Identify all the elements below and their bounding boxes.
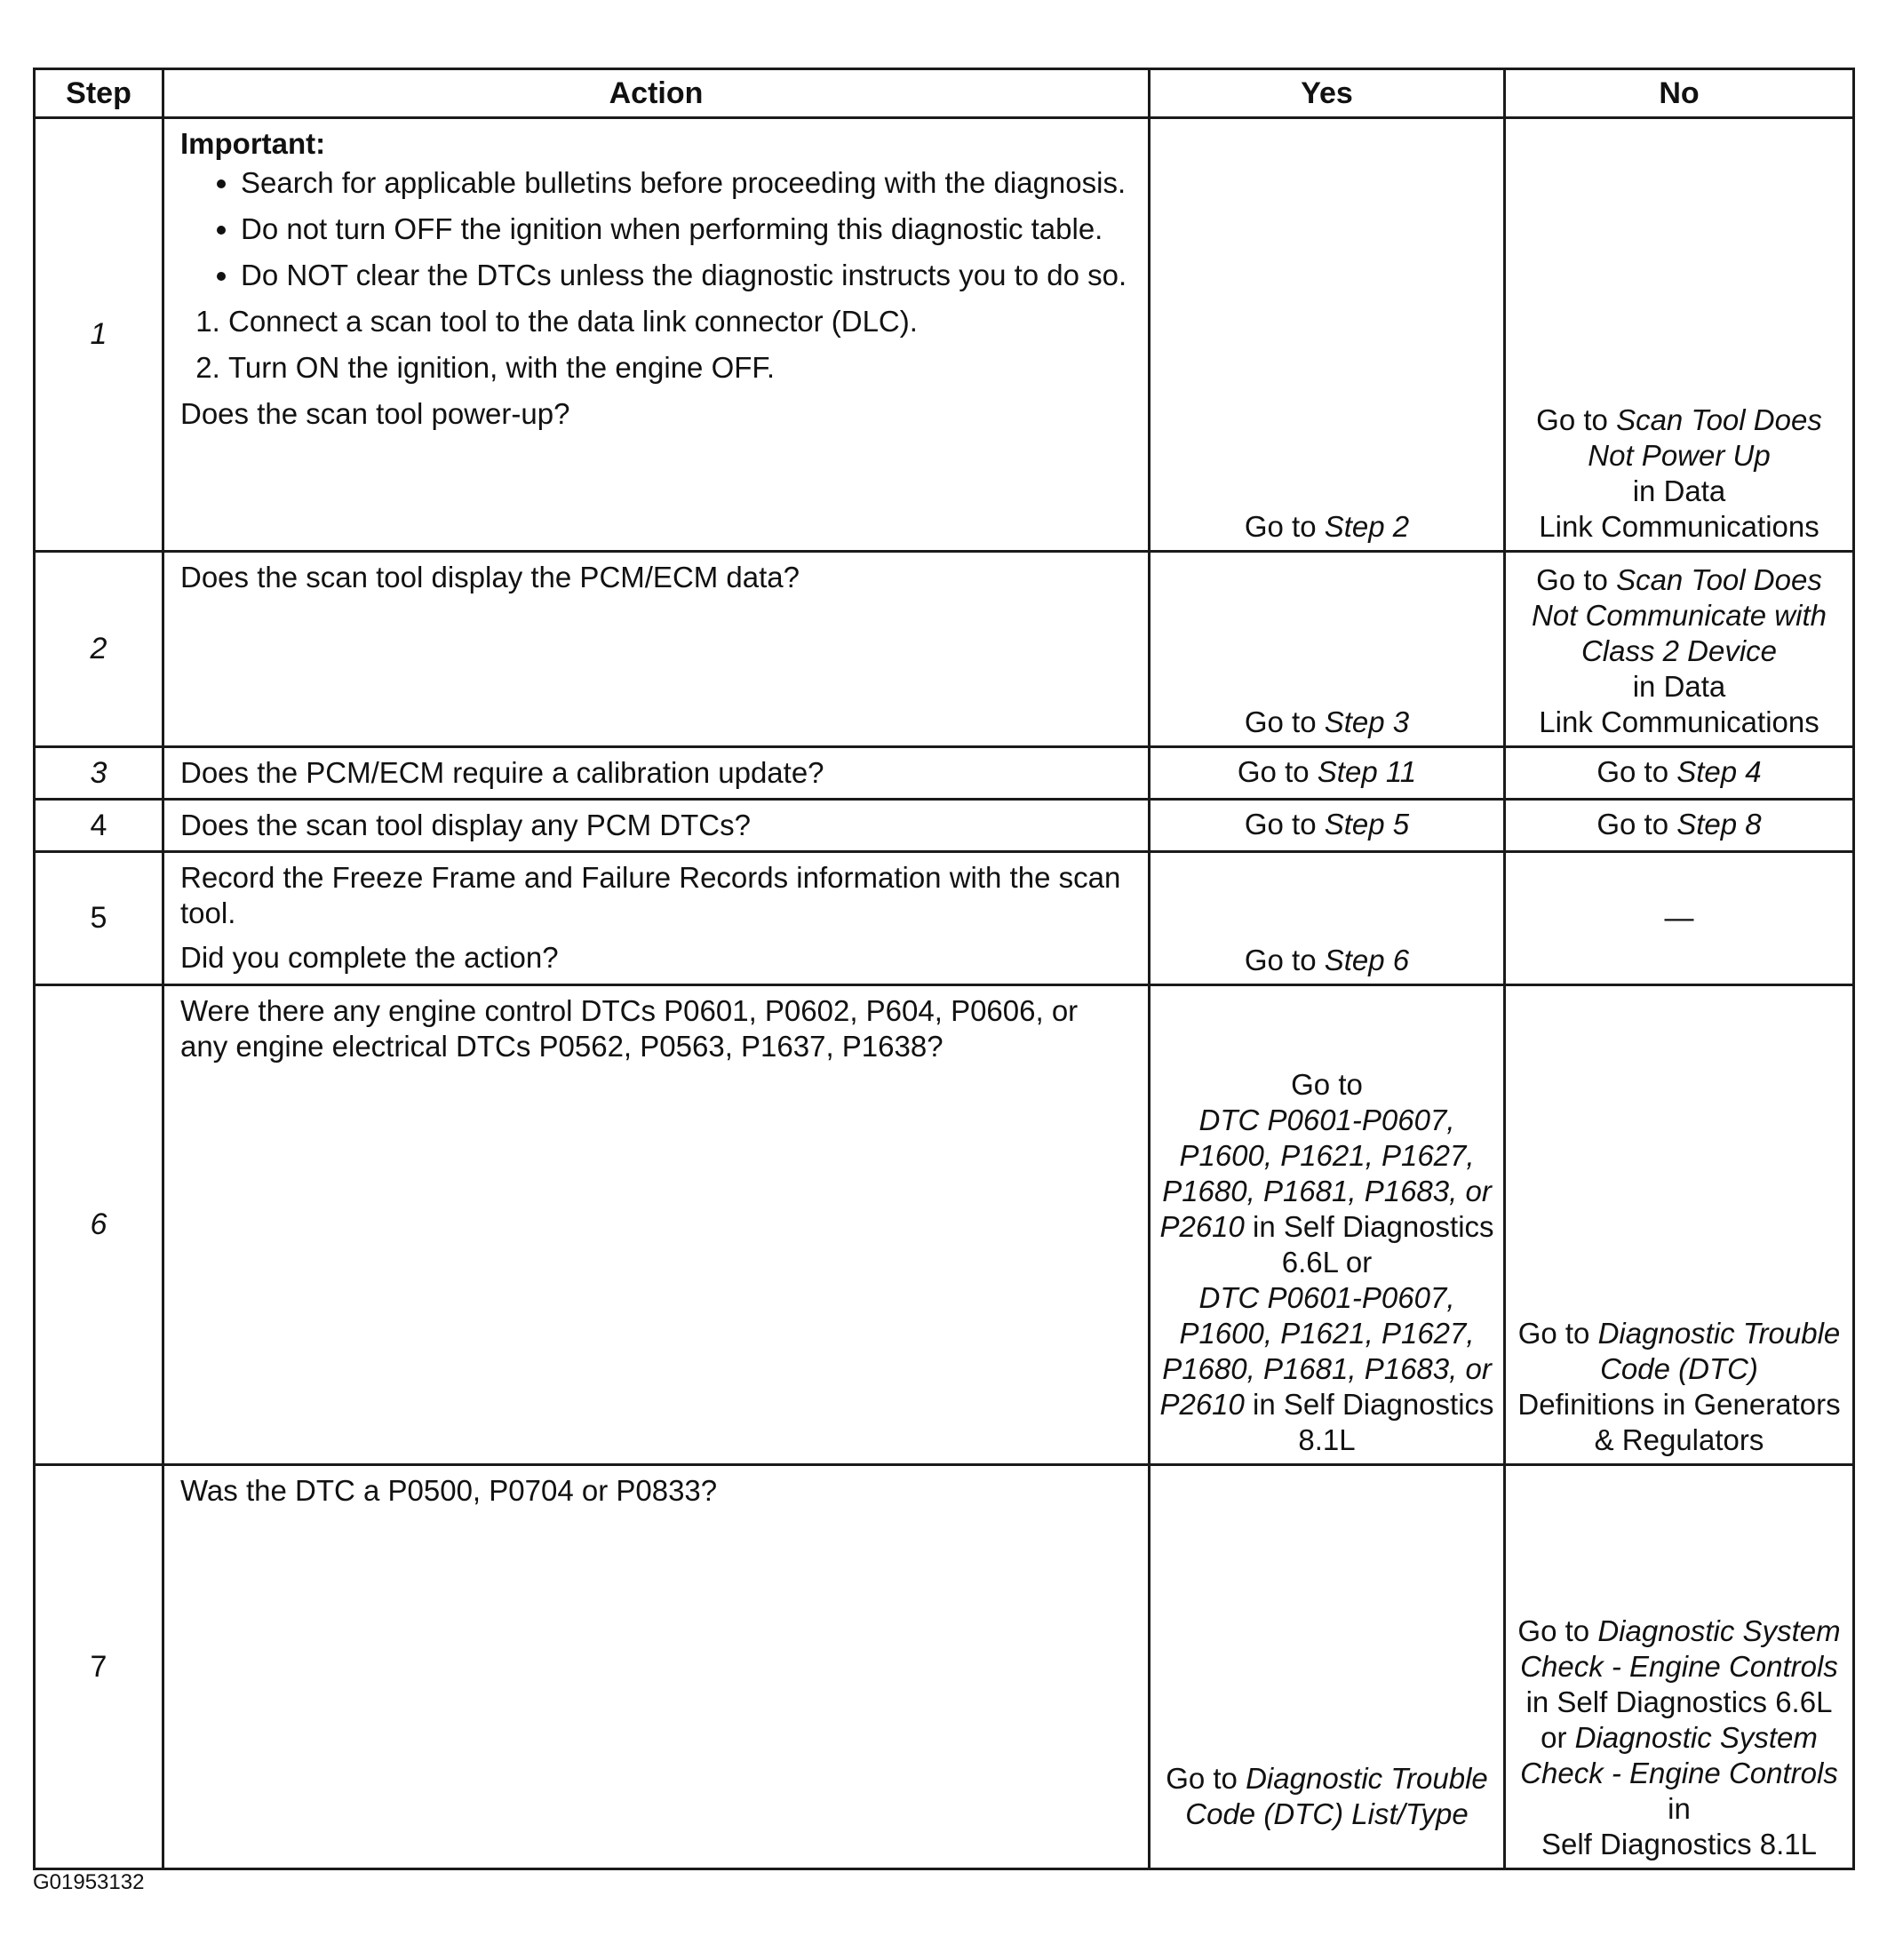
no-reference: Scan Tool Does Not Communicate with Class 2 Device xyxy=(1532,563,1827,667)
figure-code: G01953132 xyxy=(33,1870,145,1894)
yes-cell xyxy=(1150,118,1505,552)
yes-mid-text: in Self Diagnostics 8.1L xyxy=(1244,1388,1494,1456)
no-suffix: Link Communications xyxy=(1539,705,1819,738)
yes-reference: DTC P0601-P0607, P1600, P1621, P1627, P1680, P1681, P1683, or P2610 xyxy=(1159,1103,1492,1243)
no-cell xyxy=(1505,747,1854,800)
step-number: 6 xyxy=(35,985,163,1465)
no-or-text: or xyxy=(1541,1721,1575,1754)
no-prefix: Go to xyxy=(1517,1317,1598,1350)
action-cell xyxy=(163,552,1150,747)
question-text: Did you complete the action? xyxy=(180,941,559,974)
no-cell xyxy=(1505,118,1854,552)
no-suffix: Self Diagnostics 8.1L xyxy=(1541,1828,1817,1860)
step-number: 4 xyxy=(35,800,163,852)
yes-prefix: Go to xyxy=(1291,1068,1363,1101)
yes-mid-text: in Self Diagnostics 6.6L or xyxy=(1244,1210,1494,1279)
no-reference: Diagnostic Trouble Code (DTC) xyxy=(1597,1317,1841,1385)
table-row xyxy=(35,852,1854,985)
no-reference: Diagnostic System Check - Engine Controls xyxy=(1520,1614,1841,1683)
table-row xyxy=(35,552,1854,747)
step-number: 7 xyxy=(35,1465,163,1869)
header-step: Step xyxy=(35,69,163,118)
yes-cell xyxy=(1150,552,1505,747)
no-prefix: Go to xyxy=(1517,1614,1598,1647)
no-in-text: in xyxy=(1668,1792,1691,1825)
no-suffix: Definitions in Generators & Regulators xyxy=(1517,1388,1841,1456)
action-cell xyxy=(163,1465,1150,1869)
list-item: • Do NOT clear the DTCs unless the diagnostic instructs you to do so. xyxy=(241,258,1132,293)
list-item: 2. Turn ON the ignition, with the engine OFF. xyxy=(228,350,1132,386)
action-cell xyxy=(163,800,1150,852)
yes-prefix: Go to xyxy=(1244,808,1325,841)
question-text: Does the PCM/ECM require a calibration update? xyxy=(180,756,824,789)
list-item: • Do not turn OFF the ignition when performing this diagnostic table. xyxy=(241,211,1132,247)
no-cell xyxy=(1505,1465,1854,1869)
yes-cell xyxy=(1150,1465,1505,1869)
action-cell xyxy=(163,985,1150,1465)
no-suffix: Link Communications xyxy=(1539,510,1819,543)
yes-prefix: Go to xyxy=(1166,1762,1246,1795)
yes-reference: Step 5 xyxy=(1324,808,1410,841)
yes-cell xyxy=(1150,800,1505,852)
no-prefix: Go to xyxy=(1596,755,1677,788)
no-reference: Step 4 xyxy=(1676,755,1762,788)
step-number: 1 xyxy=(35,118,163,552)
table-row xyxy=(35,800,1854,852)
question-text: Was the DTC a P0500, P0704 or P0833? xyxy=(180,1474,718,1507)
table-row xyxy=(35,118,1854,552)
important-list xyxy=(180,165,1132,293)
yes-cell xyxy=(1150,985,1505,1465)
no-reference: Step 8 xyxy=(1676,808,1762,841)
step-number: 2 xyxy=(35,552,163,747)
yes-reference: Step 2 xyxy=(1324,510,1410,543)
no-suffix: in Data xyxy=(1632,670,1726,703)
yes-prefix: Go to xyxy=(1244,510,1325,543)
yes-reference: Diagnostic Trouble Code (DTC) List/Type xyxy=(1185,1762,1488,1830)
yes-cell xyxy=(1150,747,1505,800)
table-row xyxy=(35,747,1854,800)
no-mid-text: in Self Diagnostics 6.6L xyxy=(1525,1685,1833,1718)
header-no: No xyxy=(1505,69,1854,118)
table-row xyxy=(35,1465,1854,1869)
step-number: 5 xyxy=(35,852,163,985)
yes-cell xyxy=(1150,852,1505,985)
action-cell xyxy=(163,747,1150,800)
diagnostic-table xyxy=(33,68,1855,1870)
list-item: 1. Connect a scan tool to the data link connector (DLC). xyxy=(228,304,1132,339)
yes-prefix: Go to xyxy=(1244,944,1325,976)
yes-reference: Step 6 xyxy=(1324,944,1410,976)
no-suffix: in Data xyxy=(1632,474,1726,507)
no-cell xyxy=(1505,985,1854,1465)
no-cell xyxy=(1505,552,1854,747)
no-cell xyxy=(1505,852,1854,985)
yes-prefix: Go to xyxy=(1244,705,1325,738)
yes-reference: Step 11 xyxy=(1317,755,1417,788)
no-cell xyxy=(1505,800,1854,852)
question-text: Does the scan tool power-up? xyxy=(180,397,570,430)
no-prefix: Go to xyxy=(1596,808,1677,841)
yes-reference: Step 3 xyxy=(1324,705,1410,738)
step-number: 3 xyxy=(35,747,163,800)
list-item: • Search for applicable bulletins before proceeding with the diagnosis. xyxy=(241,165,1132,201)
action-cell xyxy=(163,852,1150,985)
question-text: Does the scan tool display any PCM DTCs? xyxy=(180,809,751,841)
question-text: Were there any engine control DTCs P0601, P0602, P604, P0606, or any engine electrical DTCs P0562, P0563, P1637, P1638? xyxy=(180,994,1079,1063)
no-prefix: Go to xyxy=(1536,563,1617,596)
no-prefix: Go to xyxy=(1536,403,1617,436)
header-action: Action xyxy=(163,69,1150,118)
procedure-list xyxy=(180,304,1132,386)
no-reference: Diagnostic System Check - Engine Controls xyxy=(1520,1721,1838,1789)
yes-reference: DTC P0601-P0607, P1600, P1621, P1627, P1680, P1681, P1683, or P2610 xyxy=(1159,1281,1492,1421)
question-text: Does the scan tool display the PCM/ECM data? xyxy=(180,561,800,594)
action-cell xyxy=(163,118,1150,552)
no-reference: Scan Tool Does Not Power Up xyxy=(1588,403,1822,472)
table-row xyxy=(35,985,1854,1465)
header-row xyxy=(35,69,1854,118)
yes-prefix: Go to xyxy=(1237,755,1318,788)
important-label: Important: xyxy=(180,127,326,160)
action-text: Record the Freeze Frame and Failure Records information with the scan tool. xyxy=(180,861,1121,929)
no-dash: — xyxy=(1664,900,1694,934)
header-yes: Yes xyxy=(1150,69,1505,118)
